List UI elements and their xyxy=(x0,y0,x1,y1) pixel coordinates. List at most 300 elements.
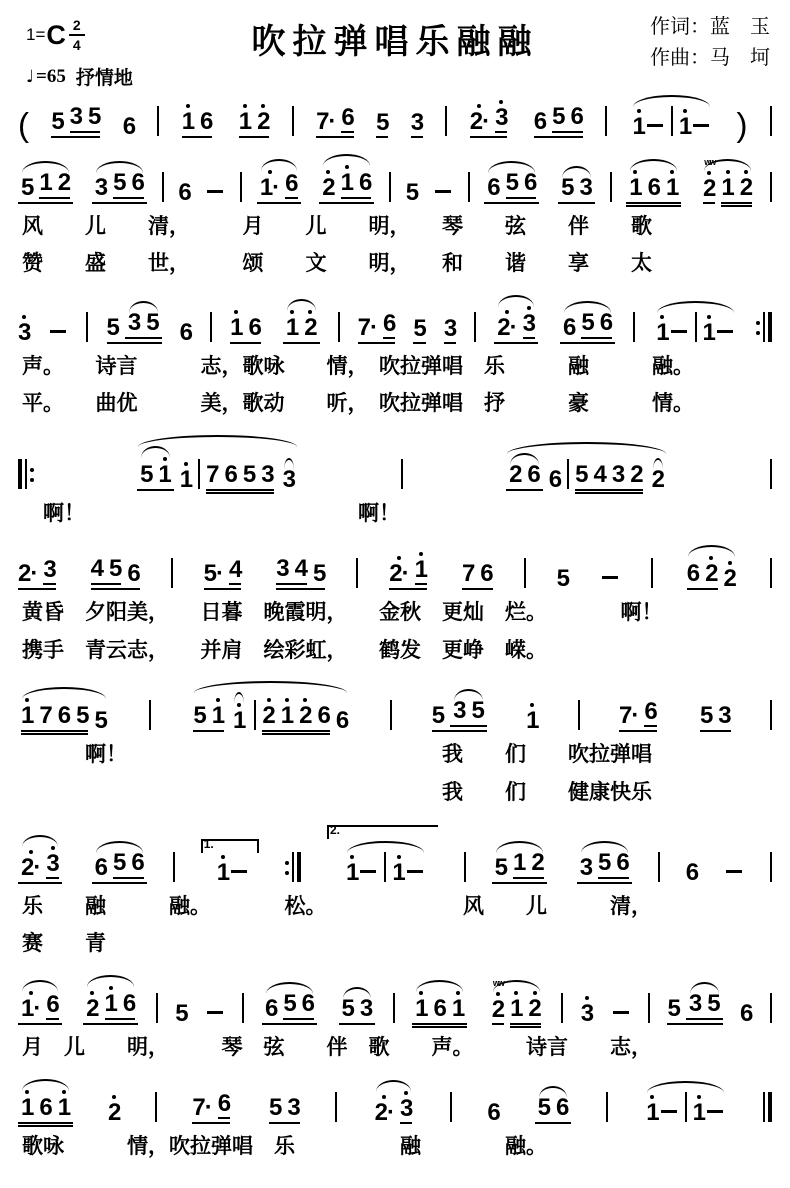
lyricist-credit: 作词：蓝 玉 xyxy=(650,16,770,38)
beam-group xyxy=(533,103,583,138)
note xyxy=(285,170,298,199)
duration-dash xyxy=(613,1011,629,1014)
barline xyxy=(561,993,563,1023)
mordent-icon: ww xyxy=(492,977,503,988)
barline xyxy=(86,312,88,342)
beam-group xyxy=(192,1090,231,1124)
note xyxy=(261,460,274,488)
notation-row xyxy=(14,435,776,491)
note xyxy=(527,460,540,488)
note xyxy=(88,103,101,130)
note-digit: 3 xyxy=(495,104,508,131)
note xyxy=(533,108,547,135)
tempo-value: =65 xyxy=(36,65,66,87)
note-digit: 2 xyxy=(739,174,753,201)
note xyxy=(203,560,223,588)
lyric-line: 月 儿 明， 琴 弦 伴 歌 声。 诗言 志， xyxy=(22,1034,652,1059)
note xyxy=(262,698,275,730)
note xyxy=(431,702,445,730)
note xyxy=(233,703,246,735)
note-digit: 7· xyxy=(192,1094,212,1122)
note xyxy=(294,555,308,583)
music-system xyxy=(14,975,776,1062)
beam-group xyxy=(113,848,144,879)
note xyxy=(461,560,475,588)
note xyxy=(705,556,718,588)
note-digit: 2 xyxy=(108,1099,121,1127)
note-digit: 6 xyxy=(131,169,144,196)
note-digit: 5 xyxy=(405,179,419,206)
note xyxy=(740,999,753,1027)
note xyxy=(21,991,40,1020)
note xyxy=(556,565,569,593)
volta-number: 2. xyxy=(329,822,340,837)
note-digit: 3 xyxy=(276,555,289,583)
slur-group xyxy=(412,980,467,1025)
beam-group xyxy=(105,986,136,1020)
barline xyxy=(468,172,470,202)
note xyxy=(413,314,426,344)
notation-row xyxy=(14,92,776,143)
note-digit: 1 xyxy=(158,460,171,488)
beam-group xyxy=(283,989,315,1020)
note xyxy=(524,169,537,196)
note-digit: 6 xyxy=(179,318,192,346)
lyric-line: 啊！ 我 们 吹拉弹唱 xyxy=(22,742,652,767)
note xyxy=(217,855,229,884)
note xyxy=(269,1094,282,1122)
barline xyxy=(254,700,256,730)
note-digit: 6 xyxy=(533,108,547,135)
note xyxy=(200,108,213,135)
beam-group xyxy=(667,982,722,1025)
note-digit: 2· xyxy=(374,1099,395,1127)
beam-group xyxy=(581,308,613,339)
note xyxy=(480,560,493,588)
note-digit: 5 xyxy=(575,460,588,488)
mordent-icon: ww xyxy=(704,157,715,167)
note-digit: 6 xyxy=(264,994,278,1022)
note-digit: 5 xyxy=(88,103,101,130)
key-letter: C xyxy=(46,19,66,50)
barline xyxy=(671,106,673,136)
note xyxy=(230,310,242,339)
note-digit: 1 xyxy=(211,702,225,730)
note-digit: 6 xyxy=(301,989,315,1017)
note-digit: 6 xyxy=(39,1094,52,1122)
note xyxy=(556,1094,569,1122)
time-numerator: 2 xyxy=(69,18,85,36)
notation-row xyxy=(14,1078,776,1127)
note xyxy=(630,460,643,488)
beam-group xyxy=(316,104,354,138)
barline xyxy=(149,700,151,730)
note xyxy=(276,555,289,583)
note-digit: 6 xyxy=(341,104,354,131)
note-digit: 6 xyxy=(563,313,576,341)
note-digit: 3 xyxy=(46,849,59,877)
note-digit: 5 xyxy=(269,1094,282,1122)
note-digit: 2 xyxy=(703,175,716,202)
note-digit: 6 xyxy=(548,465,562,493)
note-digit: 2· xyxy=(21,853,41,881)
notation-row xyxy=(14,544,776,593)
note-digit: 6 xyxy=(556,1094,569,1122)
note-digit: 6 xyxy=(335,707,349,735)
barline xyxy=(393,993,395,1023)
note-digit: 6 xyxy=(248,313,261,341)
slur-group xyxy=(18,161,73,204)
note xyxy=(105,986,117,1015)
notation-row xyxy=(14,823,776,884)
note-digit: 1 xyxy=(526,707,539,735)
note-digit: 3 xyxy=(400,1095,413,1123)
note xyxy=(131,169,144,196)
duration-dash xyxy=(602,576,618,579)
note-digit: 1 xyxy=(230,313,243,341)
note-digit: 6 xyxy=(524,169,537,196)
note-digit: 1 xyxy=(678,113,692,140)
note-digit: 5 xyxy=(699,702,713,730)
note-digit: 5 xyxy=(561,174,574,201)
note xyxy=(341,994,354,1022)
note-digit: 6 xyxy=(647,174,660,201)
slur-group xyxy=(492,841,547,884)
note-digit: 6 xyxy=(740,999,753,1027)
music-system xyxy=(14,154,776,279)
beam-group xyxy=(470,100,508,138)
note-digit: 1 xyxy=(629,174,642,201)
note xyxy=(287,1094,300,1122)
note xyxy=(703,157,716,204)
note-digit: 6 xyxy=(122,989,136,1017)
note-digit: 5 xyxy=(341,994,354,1022)
note xyxy=(346,855,358,884)
note-digit: 1 xyxy=(451,994,465,1022)
note xyxy=(94,853,108,881)
note xyxy=(686,560,700,588)
lyric-line: 赛 青 xyxy=(22,931,106,956)
note xyxy=(598,848,611,876)
note xyxy=(57,702,71,730)
note xyxy=(491,977,505,1025)
slur-group xyxy=(137,446,174,491)
barline xyxy=(390,700,392,730)
beam-group xyxy=(18,556,56,590)
note xyxy=(21,698,34,730)
note xyxy=(108,1095,121,1127)
slur-group xyxy=(190,681,351,735)
note-digit: 1 xyxy=(721,174,734,201)
repeat-dots xyxy=(285,861,289,875)
note-digit: 1 xyxy=(513,848,526,876)
notation-row xyxy=(14,295,776,344)
note-digit: 2 xyxy=(509,460,522,488)
volta-bracket xyxy=(201,837,259,884)
barline xyxy=(198,459,200,489)
slur-group xyxy=(125,301,162,339)
note-digit: 2 xyxy=(651,465,664,493)
note-digit: 5 xyxy=(537,1094,550,1122)
slur-group xyxy=(319,154,374,204)
note-digit: 5 xyxy=(376,109,389,136)
slur-group xyxy=(484,161,539,204)
note-digit: 6 xyxy=(285,170,298,197)
note-digit: 2 xyxy=(723,565,736,593)
note-digit: 7· xyxy=(316,108,336,135)
note-digit: 5 xyxy=(581,308,594,336)
note xyxy=(313,560,326,588)
note-digit: 2· xyxy=(497,313,517,341)
note xyxy=(443,314,457,344)
open-paren: ( xyxy=(18,106,29,143)
notation-row xyxy=(14,975,776,1025)
note xyxy=(39,1094,52,1122)
note xyxy=(667,994,680,1022)
slur-group xyxy=(83,975,138,1025)
note xyxy=(692,1095,706,1127)
note-digit: 7 xyxy=(206,460,219,488)
note-digit: 1 xyxy=(510,994,523,1022)
note xyxy=(341,165,353,194)
barline xyxy=(567,459,569,489)
beam-group xyxy=(699,702,731,732)
beam-group xyxy=(687,556,718,590)
beam-group xyxy=(276,555,326,590)
note xyxy=(523,306,535,339)
note-digit: 3 xyxy=(43,556,56,584)
slur-group xyxy=(134,435,301,491)
beam-group xyxy=(262,698,329,732)
note-digit: 5 xyxy=(598,848,611,876)
note xyxy=(374,1095,395,1127)
note-digit: 3 xyxy=(579,174,592,201)
barline xyxy=(242,993,244,1023)
note xyxy=(718,702,731,730)
lyric-line: 黄昏 夕阳美， 日暮 晚霞明， 金秋 更灿 烂。 啊！ xyxy=(22,600,663,625)
repeat-end-barline xyxy=(285,852,301,882)
note-digit: 5 xyxy=(51,108,64,135)
music-system xyxy=(14,681,776,807)
note-digit: 5 xyxy=(283,989,296,1017)
note-digit: 5 xyxy=(76,702,89,730)
note-digit: 2 xyxy=(531,848,544,876)
note-digit: 5 xyxy=(494,853,507,881)
barline xyxy=(173,852,175,882)
tempo-marking xyxy=(26,63,133,90)
note xyxy=(257,104,269,133)
note-digit: 1 xyxy=(665,174,679,201)
note-digit: 3 xyxy=(522,309,535,337)
note-digit: 4 xyxy=(294,555,308,583)
beam-group xyxy=(357,309,396,344)
duration-dash xyxy=(207,1011,223,1014)
note xyxy=(57,1090,71,1122)
note xyxy=(146,308,159,336)
note xyxy=(192,1094,212,1122)
note-digit: 5 xyxy=(109,555,122,583)
note xyxy=(280,698,294,730)
note xyxy=(452,991,464,1020)
barline xyxy=(578,700,580,730)
note xyxy=(18,315,30,344)
barline xyxy=(384,852,386,882)
beam-group xyxy=(51,103,101,138)
note xyxy=(86,991,98,1020)
barline xyxy=(770,558,772,588)
note-digit: 1 xyxy=(340,169,353,196)
music-system xyxy=(14,823,776,959)
note-digit: 5· xyxy=(203,560,223,588)
note-digit: 6 xyxy=(131,848,144,876)
note-digit: 1 xyxy=(345,858,359,886)
barline xyxy=(155,1092,157,1122)
note-digit: 5 xyxy=(113,848,126,876)
note xyxy=(510,991,522,1020)
note-digit: 3 xyxy=(611,460,625,488)
beam-group xyxy=(552,103,583,133)
note xyxy=(487,1099,500,1127)
thick-bar xyxy=(768,1092,772,1122)
note xyxy=(90,555,104,583)
note xyxy=(282,465,295,493)
note-digit: 5 xyxy=(94,707,107,735)
music-system xyxy=(14,295,776,419)
note xyxy=(239,104,251,133)
duration-dash xyxy=(231,870,247,873)
note-digit: 2 xyxy=(86,994,99,1022)
music-system xyxy=(14,92,776,143)
slur-group xyxy=(643,1081,728,1127)
lyric-line: 风 儿 清， 月 儿 明， 琴 弦 伴 歌 xyxy=(22,214,652,238)
beam-group xyxy=(432,689,487,732)
slur-group xyxy=(18,687,110,735)
note xyxy=(76,702,89,730)
note-digit: 2 xyxy=(322,174,335,201)
page-title: 吹拉弹唱乐融融 xyxy=(251,24,539,61)
note-digit: 6 xyxy=(178,179,191,206)
note-digit: 3 xyxy=(688,989,702,1017)
volta-bracket xyxy=(327,823,438,884)
note xyxy=(217,1090,231,1119)
lyric-line: 携手 青云志， 并肩 绘彩虹， 鹤发 更峥 嵘。 xyxy=(22,637,547,662)
beam-group xyxy=(461,560,493,590)
note-digit: 6 xyxy=(94,853,108,881)
note-digit: 3 xyxy=(443,314,457,342)
note-digit: 2 xyxy=(57,169,71,196)
slur-group xyxy=(92,841,147,884)
barline xyxy=(770,459,772,489)
note xyxy=(616,848,629,876)
barline xyxy=(524,558,526,588)
barline xyxy=(464,852,466,882)
note-digit: 7· xyxy=(357,313,377,341)
barline xyxy=(240,172,242,202)
note-digit: 1 xyxy=(692,1099,706,1127)
note xyxy=(548,465,562,493)
note-digit: 1 xyxy=(21,702,34,730)
note-digit: 6 xyxy=(317,702,330,730)
note-digit: 1 xyxy=(285,313,299,341)
note xyxy=(505,169,518,196)
note xyxy=(140,460,153,488)
note xyxy=(410,109,424,138)
note-digit: 1 xyxy=(57,1094,71,1122)
note xyxy=(647,174,660,201)
duration-dash xyxy=(693,124,709,127)
note xyxy=(552,103,565,130)
note-digit: 6 xyxy=(383,309,396,337)
note-digit: 6 xyxy=(122,113,136,140)
note xyxy=(666,170,678,199)
barline xyxy=(335,1092,337,1122)
barline xyxy=(401,459,403,489)
note xyxy=(699,702,713,730)
note-digit: 2 xyxy=(299,702,312,730)
note xyxy=(487,174,500,201)
slur-group xyxy=(558,166,595,204)
note xyxy=(611,460,625,488)
note-digit: 2 xyxy=(630,460,643,488)
thin-bar xyxy=(763,1092,765,1122)
beam-group xyxy=(206,460,274,491)
barline xyxy=(606,1092,608,1122)
quarter-note-icon: ♩ xyxy=(26,66,35,87)
note xyxy=(113,169,126,196)
note xyxy=(415,991,427,1020)
slur-group xyxy=(92,161,147,204)
note-digit: 1 xyxy=(415,994,428,1022)
barline xyxy=(450,1092,452,1122)
slur-group xyxy=(503,442,670,491)
lyric-line: 平。 曲优 美，歌动 听， 吹拉弹唱 抒 豪 情。 xyxy=(22,391,694,416)
note xyxy=(299,698,312,730)
note xyxy=(679,109,691,138)
note-digit: 2· xyxy=(18,560,38,588)
note xyxy=(707,989,720,1017)
beam-group xyxy=(618,698,657,732)
beam-group xyxy=(505,169,537,199)
note xyxy=(260,170,279,199)
note-digit: 1 xyxy=(632,113,645,140)
note-digit: 1 xyxy=(702,318,715,346)
beam-group xyxy=(239,104,270,138)
note xyxy=(178,179,191,206)
beam-group xyxy=(575,460,643,491)
credits xyxy=(650,12,770,74)
note xyxy=(264,994,278,1022)
music-system xyxy=(14,435,776,528)
beam-group xyxy=(113,169,144,199)
thick-bar xyxy=(768,312,772,342)
note xyxy=(180,462,192,491)
slur-group xyxy=(283,299,320,344)
slur-group xyxy=(686,982,723,1020)
note-digit: 1 xyxy=(392,858,405,886)
note xyxy=(39,702,52,730)
duration-dash xyxy=(717,330,733,333)
lyric-line: 歌咏 情，吹拉弹唱 乐 融 融。 xyxy=(22,1134,547,1159)
note xyxy=(599,308,613,336)
note-digit: 5 xyxy=(146,308,159,336)
note-digit: 7· xyxy=(618,702,639,730)
note-digit: 5 xyxy=(552,103,565,130)
beam-group xyxy=(182,104,213,138)
slur-group xyxy=(700,159,755,204)
note xyxy=(224,460,237,488)
thick-bar xyxy=(18,459,22,489)
barline xyxy=(770,993,772,1023)
